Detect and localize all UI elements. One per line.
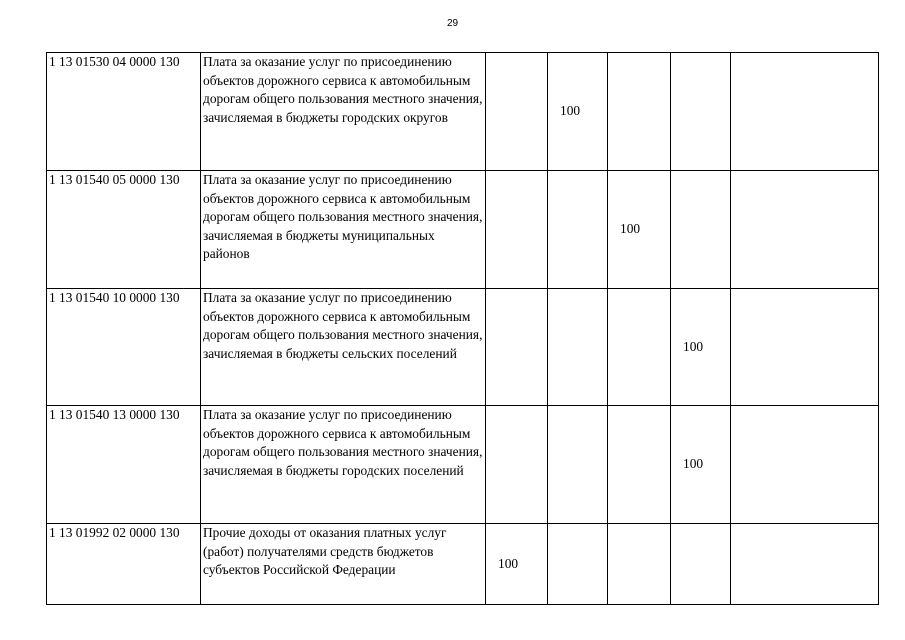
value-cell-3 — [608, 524, 671, 605]
value-cell-4 — [671, 171, 731, 289]
value-cell-4 — [671, 524, 731, 605]
revenue-description: Плата за оказание услуг по присоединению объектов дорожного сервиса к автомобильным дорогам общего пользования местного значения, зачисляемая в бюджеты городских округов — [201, 53, 486, 171]
table-row — [47, 289, 879, 406]
revenue-code: 1 13 01540 10 0000 130 — [47, 289, 201, 406]
table-row — [47, 524, 879, 605]
value-cell-3 — [608, 406, 671, 524]
value-cell-1 — [486, 406, 548, 524]
revenue-code: 1 13 01540 13 0000 130 — [47, 406, 201, 524]
value-cell-5 — [731, 289, 879, 406]
table-row — [47, 171, 879, 289]
value-cell-1 — [486, 171, 548, 289]
value-cell-1 — [486, 289, 548, 406]
value-cell-2 — [548, 289, 608, 406]
value-cell-5 — [731, 53, 879, 171]
value-cell-5 — [731, 171, 879, 289]
value-cell-1: 100 — [486, 524, 548, 605]
revenue-description: Плата за оказание услуг по присоединению объектов дорожного сервиса к автомобильным дорогам общего пользования местного значения, зачисляемая в бюджеты сельских поселений — [201, 289, 486, 406]
value-cell-3 — [608, 53, 671, 171]
value-cell-4: 100 — [671, 406, 731, 524]
table-row — [47, 406, 879, 524]
value-cell-1 — [486, 53, 548, 171]
value-cell-2: 100 — [548, 53, 608, 171]
value-cell-3: 100 — [608, 171, 671, 289]
page-number: 29 — [446, 18, 459, 29]
revenue-description: Прочие доходы от оказания платных услуг (работ) получателями средств бюджетов субъектов Российской Федерации — [201, 524, 486, 605]
value-cell-2 — [548, 524, 608, 605]
table-row — [47, 53, 879, 171]
revenue-distribution-table — [46, 52, 879, 605]
value-cell-4 — [671, 53, 731, 171]
value-cell-5 — [731, 524, 879, 605]
revenue-code: 1 13 01992 02 0000 130 — [47, 524, 201, 605]
value-cell-4: 100 — [671, 289, 731, 406]
value-cell-5 — [731, 406, 879, 524]
revenue-code: 1 13 01540 05 0000 130 — [47, 171, 201, 289]
value-cell-2 — [548, 406, 608, 524]
revenue-code: 1 13 01530 04 0000 130 — [47, 53, 201, 171]
revenue-description: Плата за оказание услуг по присоединению объектов дорожного сервиса к автомобильным дорогам общего пользования местного значения, зачисляемая в бюджеты муниципальных районов — [201, 171, 486, 289]
value-cell-3 — [608, 289, 671, 406]
revenue-description: Плата за оказание услуг по присоединению объектов дорожного сервиса к автомобильным дорогам общего пользования местного значения, зачисляемая в бюджеты городских поселений — [201, 406, 486, 524]
value-cell-2 — [548, 171, 608, 289]
